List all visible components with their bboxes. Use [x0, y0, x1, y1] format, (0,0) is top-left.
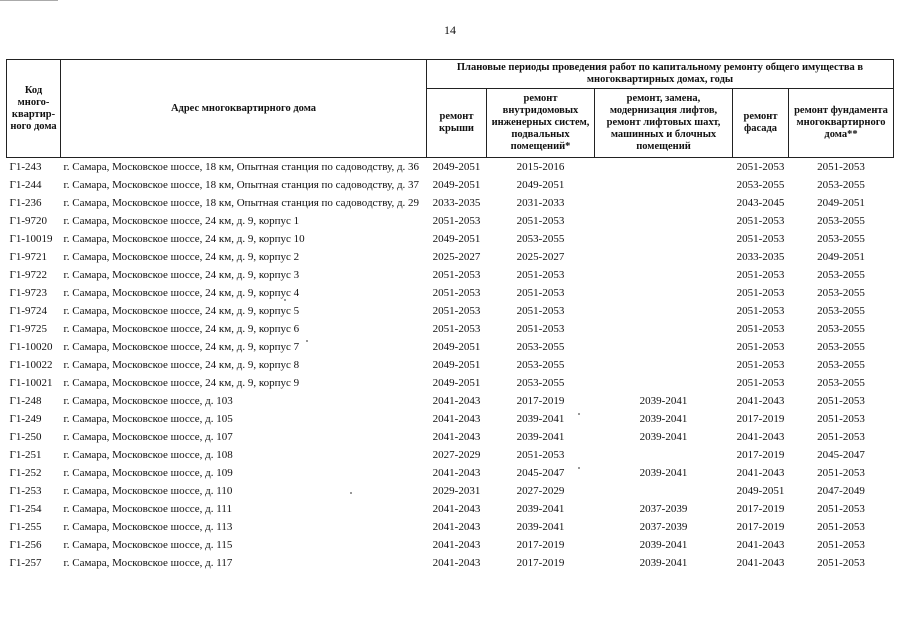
row-engineering: 2039-2041: [516, 521, 565, 533]
table-row: [7, 554, 894, 572]
row-address: г. Самара, Московское шоссе, д. 107: [63, 431, 233, 443]
row-lifts: 2039-2041: [639, 413, 688, 425]
row-facade: 2053-2055: [736, 179, 785, 191]
page-number: 14: [444, 23, 456, 37]
row-roof: 2033-2035: [432, 197, 481, 209]
row-facade: 2051-2053: [736, 215, 785, 227]
row-facade: 2051-2053: [736, 305, 785, 317]
row-engineering: 2045-2047: [516, 467, 565, 479]
row-facade: 2017-2019: [736, 449, 785, 461]
row-facade: 2051-2053: [736, 323, 785, 335]
row-engineering: 2053-2055: [516, 359, 565, 371]
row-roof: 2051-2053: [432, 269, 481, 281]
row-code: Г1-251: [9, 449, 42, 461]
row-lifts: 2037-2039: [639, 503, 688, 515]
row-lifts: [595, 356, 733, 374]
row-lifts: [595, 338, 733, 356]
table-row: [7, 302, 894, 320]
row-code: Г1-255: [9, 521, 42, 533]
row-code: Г1-236: [9, 197, 42, 209]
row-lifts: [595, 230, 733, 248]
row-foundation: 2053-2055: [817, 269, 865, 281]
row-engineering: 2053-2055: [516, 233, 565, 245]
table-row: [7, 212, 894, 230]
row-engineering: 2049-2051: [516, 179, 565, 191]
scan-speck: [284, 299, 286, 301]
row-engineering: 2031-2033: [516, 197, 565, 209]
row-engineering: 2051-2053: [516, 449, 565, 461]
row-foundation: 2051-2053: [817, 539, 865, 551]
table-row: [7, 536, 894, 554]
row-foundation: 2053-2055: [817, 323, 865, 335]
row-lifts: [595, 158, 733, 177]
scan-speck: [578, 467, 580, 469]
table-row: [7, 446, 894, 464]
header-periods-group: Плановые периоды проведения работ по капитальному ремонту общего имущества в многоквартирных домах, годы: [427, 60, 894, 89]
row-roof: 2041-2043: [432, 467, 481, 479]
row-lifts: 2039-2041: [639, 557, 688, 569]
row-foundation: 2051-2053: [789, 158, 894, 177]
row-foundation: 2051-2053: [817, 431, 865, 443]
row-roof: 2049-2051: [432, 233, 481, 245]
row-code: Г1-252: [9, 467, 42, 479]
row-facade: 2041-2043: [736, 395, 785, 407]
scan-artifact-line: [0, 0, 58, 1]
table-row: [7, 176, 894, 194]
row-facade: 2041-2043: [736, 431, 785, 443]
row-lifts: 2037-2039: [639, 521, 688, 533]
row-foundation: 2051-2053: [817, 521, 865, 533]
row-code: Г1-253: [9, 485, 42, 497]
row-facade: 2051-2053: [736, 341, 785, 353]
row-address: г. Самара, Московское шоссе, д. 108: [63, 449, 233, 461]
row-roof: 2049-2051: [432, 341, 481, 353]
header-foundation: ремонт фундамента многоквартирного дома**: [789, 89, 894, 158]
table-row: [7, 158, 894, 177]
row-facade: 2017-2019: [736, 521, 785, 533]
row-facade: 2051-2053: [736, 359, 785, 371]
row-lifts: [595, 320, 733, 338]
row-roof: 2049-2051: [427, 158, 487, 177]
row-facade: 2051-2053: [736, 233, 785, 245]
scan-speck: [350, 492, 352, 494]
row-engineering: 2051-2053: [516, 287, 565, 299]
row-engineering: 2027-2029: [516, 485, 565, 497]
row-engineering: 2051-2053: [516, 215, 565, 227]
row-facade: 2017-2019: [736, 503, 785, 515]
row-address: г. Самара, Московское шоссе, 24 км, д. 9, корпус 8: [63, 359, 300, 371]
row-lifts: [595, 266, 733, 284]
table-row: [7, 284, 894, 302]
table-row: [7, 464, 894, 482]
row-address: г. Самара, Московское шоссе, д. 115: [63, 539, 233, 551]
row-foundation: 2049-2051: [817, 251, 865, 263]
table-row: [7, 356, 894, 374]
row-engineering: 2039-2041: [516, 431, 565, 443]
row-foundation: 2053-2055: [817, 359, 865, 371]
row-facade: 2043-2045: [736, 197, 785, 209]
row-engineering: 2039-2041: [516, 413, 565, 425]
row-address: г. Самара, Московское шоссе, д. 111: [63, 503, 232, 515]
table-body: [7, 158, 894, 573]
row-lifts: [595, 212, 733, 230]
row-engineering: 2015-2016: [487, 158, 595, 177]
row-address: г. Самара, Московское шоссе, д. 103: [63, 395, 233, 407]
scan-speck: [306, 340, 308, 342]
row-code: Г1-9721: [9, 251, 48, 263]
row-roof: 2029-2031: [432, 485, 481, 497]
table-row: [7, 374, 894, 392]
row-roof: 2041-2043: [432, 431, 481, 443]
row-lifts: 2039-2041: [639, 467, 688, 479]
row-engineering: 2053-2055: [516, 341, 565, 353]
row-code: Г1-10021: [9, 377, 53, 389]
row-address: г. Самара, Московское шоссе, д. 113: [63, 521, 233, 533]
row-lifts: 2039-2041: [639, 539, 688, 551]
row-engineering: 2017-2019: [516, 557, 565, 569]
row-lifts: [595, 194, 733, 212]
row-lifts: [595, 284, 733, 302]
row-foundation: 2049-2051: [817, 197, 865, 209]
row-foundation: 2045-2047: [817, 449, 865, 461]
row-facade: 2049-2051: [736, 485, 785, 497]
row-code: Г1-250: [9, 431, 42, 443]
row-address: г. Самара, Московское шоссе, 24 км, д. 9, корпус 4: [63, 287, 300, 299]
row-address: г. Самара, Московское шоссе, д. 117: [63, 557, 233, 569]
row-address: г. Самара, Московское шоссе, 18 км, Опытная станция по садоводству, д. 29: [63, 197, 420, 209]
row-lifts: 2039-2041: [639, 395, 688, 407]
row-roof: 2041-2043: [432, 503, 481, 515]
row-engineering: 2051-2053: [516, 305, 565, 317]
row-code: Г1-10022: [9, 359, 53, 371]
row-address: г. Самара, Московское шоссе, 24 км, д. 9, корпус 7: [63, 341, 300, 353]
row-lifts: [595, 176, 733, 194]
table-row: [7, 266, 894, 284]
row-facade: 2017-2019: [736, 413, 785, 425]
row-foundation: 2051-2053: [817, 395, 865, 407]
table-row: [7, 248, 894, 266]
row-roof: 2051-2053: [432, 305, 481, 317]
row-address: г. Самара, Московское шоссе, 18 км, Опытная станция по садоводству, д. 37: [63, 179, 420, 191]
row-foundation: 2053-2055: [817, 287, 865, 299]
row-foundation: 2053-2055: [817, 179, 865, 191]
row-code: Г1-249: [9, 413, 42, 425]
row-code: Г1-243: [7, 158, 61, 177]
row-address: г. Самара, Московское шоссе, 24 км, д. 9, корпус 5: [63, 305, 300, 317]
row-roof: 2049-2051: [432, 377, 481, 389]
table-row: [7, 194, 894, 212]
table-header: [7, 60, 894, 158]
row-code: Г1-9722: [9, 269, 48, 281]
row-address: г. Самара, Московское шоссе, д. 110: [63, 485, 233, 497]
row-lifts: [595, 248, 733, 266]
row-lifts: [595, 374, 733, 392]
table-row: [7, 230, 894, 248]
row-facade: 2051-2053: [733, 158, 789, 177]
row-foundation: 2051-2053: [817, 413, 865, 425]
row-code: Г1-244: [9, 179, 42, 191]
table-row: [7, 410, 894, 428]
row-code: Г1-9725: [9, 323, 48, 335]
row-foundation: 2051-2053: [817, 503, 865, 515]
row-code: Г1-9723: [9, 287, 48, 299]
row-code: Г1-10020: [9, 341, 53, 353]
row-address: г. Самара, Московское шоссе, д. 109: [63, 467, 233, 479]
row-foundation: 2051-2053: [817, 557, 865, 569]
row-code: Г1-256: [9, 539, 42, 551]
row-engineering: 2017-2019: [516, 539, 565, 551]
row-foundation: 2053-2055: [817, 215, 865, 227]
row-roof: 2041-2043: [432, 413, 481, 425]
row-foundation: 2051-2053: [817, 467, 865, 479]
capital-repair-table: [6, 59, 894, 572]
table-row: [7, 428, 894, 446]
row-roof: 2025-2027: [432, 251, 481, 263]
row-code: Г1-10019: [9, 233, 53, 245]
row-code: Г1-9724: [9, 305, 48, 317]
row-facade: 2051-2053: [736, 287, 785, 299]
row-engineering: 2039-2041: [516, 503, 565, 515]
row-code: Г1-248: [9, 395, 42, 407]
row-roof: 2051-2053: [432, 323, 481, 335]
header-facade: ремонт фасада: [733, 89, 789, 158]
row-address: г. Самара, Московское шоссе, 24 км, д. 9, корпус 3: [63, 269, 300, 281]
row-lifts: [595, 446, 733, 464]
header-roof: ремонт крыши: [427, 89, 487, 158]
row-address: г. Самара, Московское шоссе, 24 км, д. 9, корпус 9: [63, 377, 300, 389]
table-row: [7, 320, 894, 338]
row-roof: 2049-2051: [432, 179, 481, 191]
row-roof: 2041-2043: [432, 557, 481, 569]
header-engineering: ремонт внутридомовых инженерных систем, подвальных помещений*: [487, 89, 595, 158]
row-roof: 2041-2043: [432, 521, 481, 533]
row-address: г. Самара, Московское шоссе, д. 105: [63, 413, 233, 425]
row-roof: 2051-2053: [432, 287, 481, 299]
row-lifts: [595, 482, 733, 500]
table-row: [7, 338, 894, 356]
table-row: [7, 482, 894, 500]
row-engineering: 2053-2055: [516, 377, 565, 389]
row-facade: 2041-2043: [736, 557, 785, 569]
row-code: Г1-254: [9, 503, 42, 515]
row-address: г. Самара, Московское шоссе, 24 км, д. 9, корпус 2: [63, 251, 300, 263]
row-facade: 2041-2043: [736, 539, 785, 551]
row-lifts: [595, 302, 733, 320]
header-lifts: ремонт, замена, модернизация лифтов, ремонт лифтовых шахт, машинных и блочных помещений: [595, 89, 733, 158]
row-roof: 2041-2043: [432, 395, 481, 407]
row-foundation: 2053-2055: [817, 305, 865, 317]
header-address: Адрес многоквартирного дома: [61, 60, 427, 158]
row-roof: 2041-2043: [432, 539, 481, 551]
table-row: [7, 500, 894, 518]
row-foundation: 2047-2049: [817, 485, 865, 497]
row-code: Г1-9720: [9, 215, 48, 227]
row-foundation: 2053-2055: [817, 377, 865, 389]
header-code: Код много-квартир-ного дома: [7, 60, 61, 158]
row-address: г. Самара, Московское шоссе, 24 км, д. 9, корпус 6: [63, 323, 300, 335]
row-roof: 2027-2029: [432, 449, 481, 461]
table-row: [7, 518, 894, 536]
row-facade: 2051-2053: [736, 269, 785, 281]
row-facade: 2033-2035: [736, 251, 785, 263]
row-address: г. Самара, Московское шоссе, 18 км, Опытная станция по садоводству, д. 36: [61, 158, 427, 177]
row-address: г. Самара, Московское шоссе, 24 км, д. 9, корпус 1: [63, 215, 300, 227]
row-roof: 2051-2053: [432, 215, 481, 227]
scan-speck: [578, 413, 580, 415]
row-engineering: 2017-2019: [516, 395, 565, 407]
row-engineering: 2051-2053: [516, 269, 565, 281]
table-row: [7, 392, 894, 410]
row-code: Г1-257: [9, 557, 42, 569]
row-roof: 2049-2051: [432, 359, 481, 371]
row-lifts: 2039-2041: [639, 431, 688, 443]
row-foundation: 2053-2055: [817, 341, 865, 353]
row-facade: 2041-2043: [736, 467, 785, 479]
row-address: г. Самара, Московское шоссе, 24 км, д. 9, корпус 10: [63, 233, 305, 245]
row-foundation: 2053-2055: [817, 233, 865, 245]
row-facade: 2051-2053: [736, 377, 785, 389]
row-engineering: 2025-2027: [516, 251, 565, 263]
row-engineering: 2051-2053: [516, 323, 565, 335]
